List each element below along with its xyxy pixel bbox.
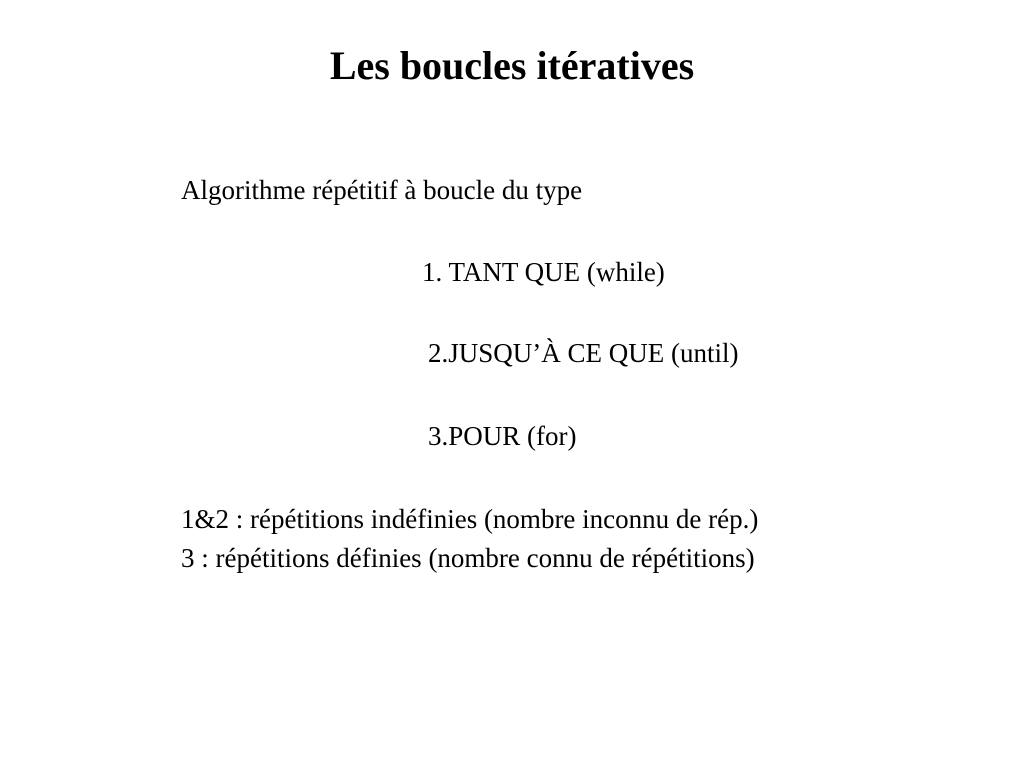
loop-type-for: 3.POUR (for) bbox=[428, 421, 577, 451]
note-definite-repetitions: 3 : répétitions définies (nombre connu de répétitions) bbox=[181, 543, 755, 573]
slide-title: Les boucles itératives bbox=[329, 43, 695, 88]
loop-type-while: 1. TANT QUE (while) bbox=[422, 257, 665, 287]
loop-type-until: 2.JUSQU’À CE QUE (until) bbox=[428, 338, 739, 368]
intro-text: Algorithme répétitif à boucle du type bbox=[181, 175, 583, 205]
note-indefinite-repetitions: 1&2 : répétitions indéfinies (nombre inconnu de rép.) bbox=[181, 504, 759, 534]
